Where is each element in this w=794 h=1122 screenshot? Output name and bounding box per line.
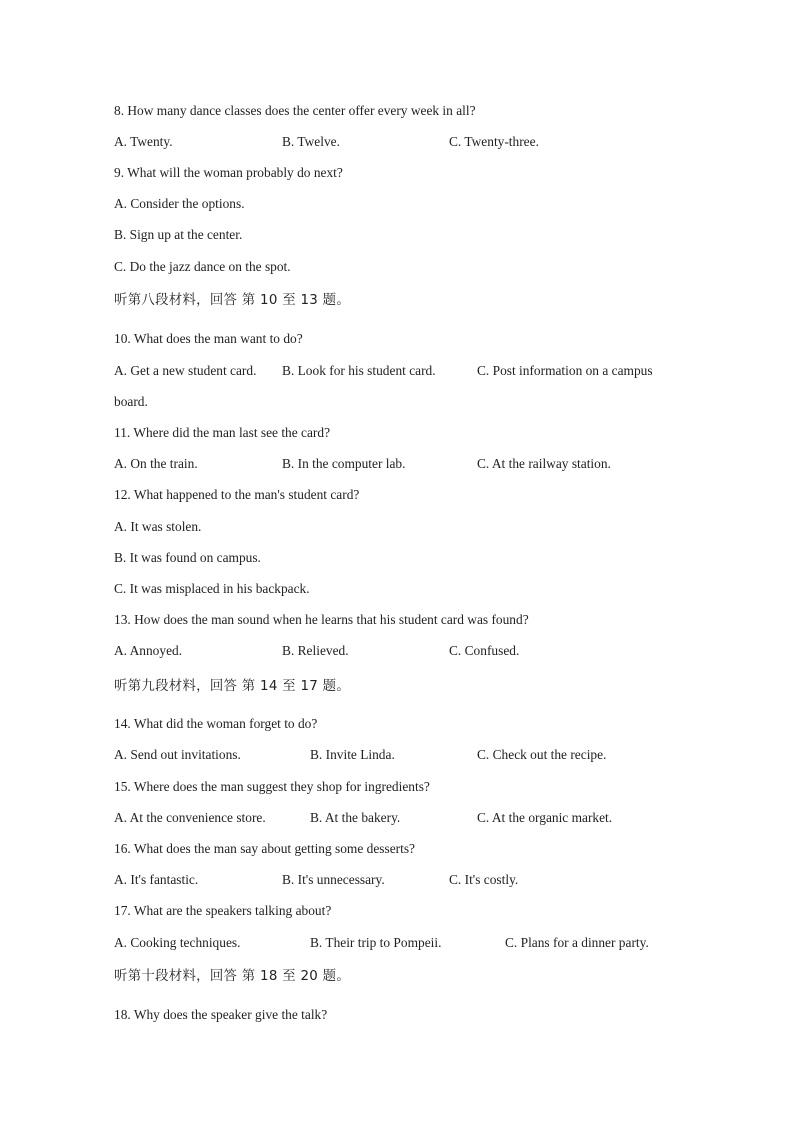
option-17b: B. Their trip to Pompeii. (310, 935, 442, 950)
option-9a: A. Consider the options. (114, 196, 245, 211)
section-heading-9: 听第九段材料，回答 第 14 至 17 题。 (114, 679, 351, 694)
option-11c: C. At the railway station. (477, 456, 611, 471)
option-15a: A. At the convenience store. (114, 810, 266, 825)
option-9c: C. Do the jazz dance on the spot. (114, 259, 291, 274)
option-10b: B. Look for his student card. (282, 363, 436, 378)
option-17a: A. Cooking techniques. (114, 935, 241, 950)
question-11: 11. Where did the man last see the card? (114, 425, 331, 440)
option-12c: C. It was misplaced in his backpack. (114, 581, 310, 596)
option-12b: B. It was found on campus. (114, 550, 261, 565)
option-11a: A. On the train. (114, 456, 198, 471)
option-13b: B. Relieved. (282, 643, 349, 658)
option-17c: C. Plans for a dinner party. (505, 935, 649, 950)
question-15: 15. Where does the man suggest they shop for ingredients? (114, 779, 430, 794)
option-15b: B. At the bakery. (310, 810, 401, 825)
option-13a: A. Annoyed. (114, 643, 183, 658)
question-10: 10. What does the man want to do? (114, 331, 303, 346)
option-9b: B. Sign up at the center. (114, 227, 243, 242)
option-14b: B. Invite Linda. (310, 747, 395, 762)
option-16a: A. It's fantastic. (114, 872, 199, 887)
option-11b: B. In the computer lab. (282, 456, 406, 471)
question-12: 12. What happened to the man's student card? (114, 487, 360, 502)
question-18: 18. Why does the speaker give the talk? (114, 1007, 328, 1022)
option-13c: C. Confused. (449, 643, 520, 658)
option-10c: C. Post information on a campus (477, 363, 653, 378)
question-17: 17. What are the speakers talking about? (114, 903, 332, 918)
option-12a: A. It was stolen. (114, 519, 202, 534)
option-16c: C. It's costly. (449, 872, 519, 887)
question-9: 9. What will the woman probably do next? (114, 165, 343, 180)
option-14a: A. Send out invitations. (114, 747, 241, 762)
section-heading-8: 听第八段材料，回答 第 10 至 13 题。 (114, 293, 351, 308)
section-heading-10: 听第十段材料，回答 第 18 至 20 题。 (114, 969, 351, 984)
question-8: 8. How many dance classes does the center offer every week in all? (114, 103, 476, 118)
option-15c: C. At the organic market. (477, 810, 613, 825)
option-8a: A. Twenty. (114, 134, 173, 149)
question-16: 16. What does the man say about getting some desserts? (114, 841, 415, 856)
option-16b: B. It's unnecessary. (282, 872, 385, 887)
option-14c: C. Check out the recipe. (477, 747, 607, 762)
option-8c: C. Twenty-three. (449, 134, 539, 149)
option-10a: A. Get a new student card. (114, 363, 257, 378)
option-10c-continued: board. (114, 394, 148, 409)
question-13: 13. How does the man sound when he learns that his student card was found? (114, 612, 529, 627)
question-14: 14. What did the woman forget to do? (114, 716, 318, 731)
option-8b: B. Twelve. (282, 134, 340, 149)
